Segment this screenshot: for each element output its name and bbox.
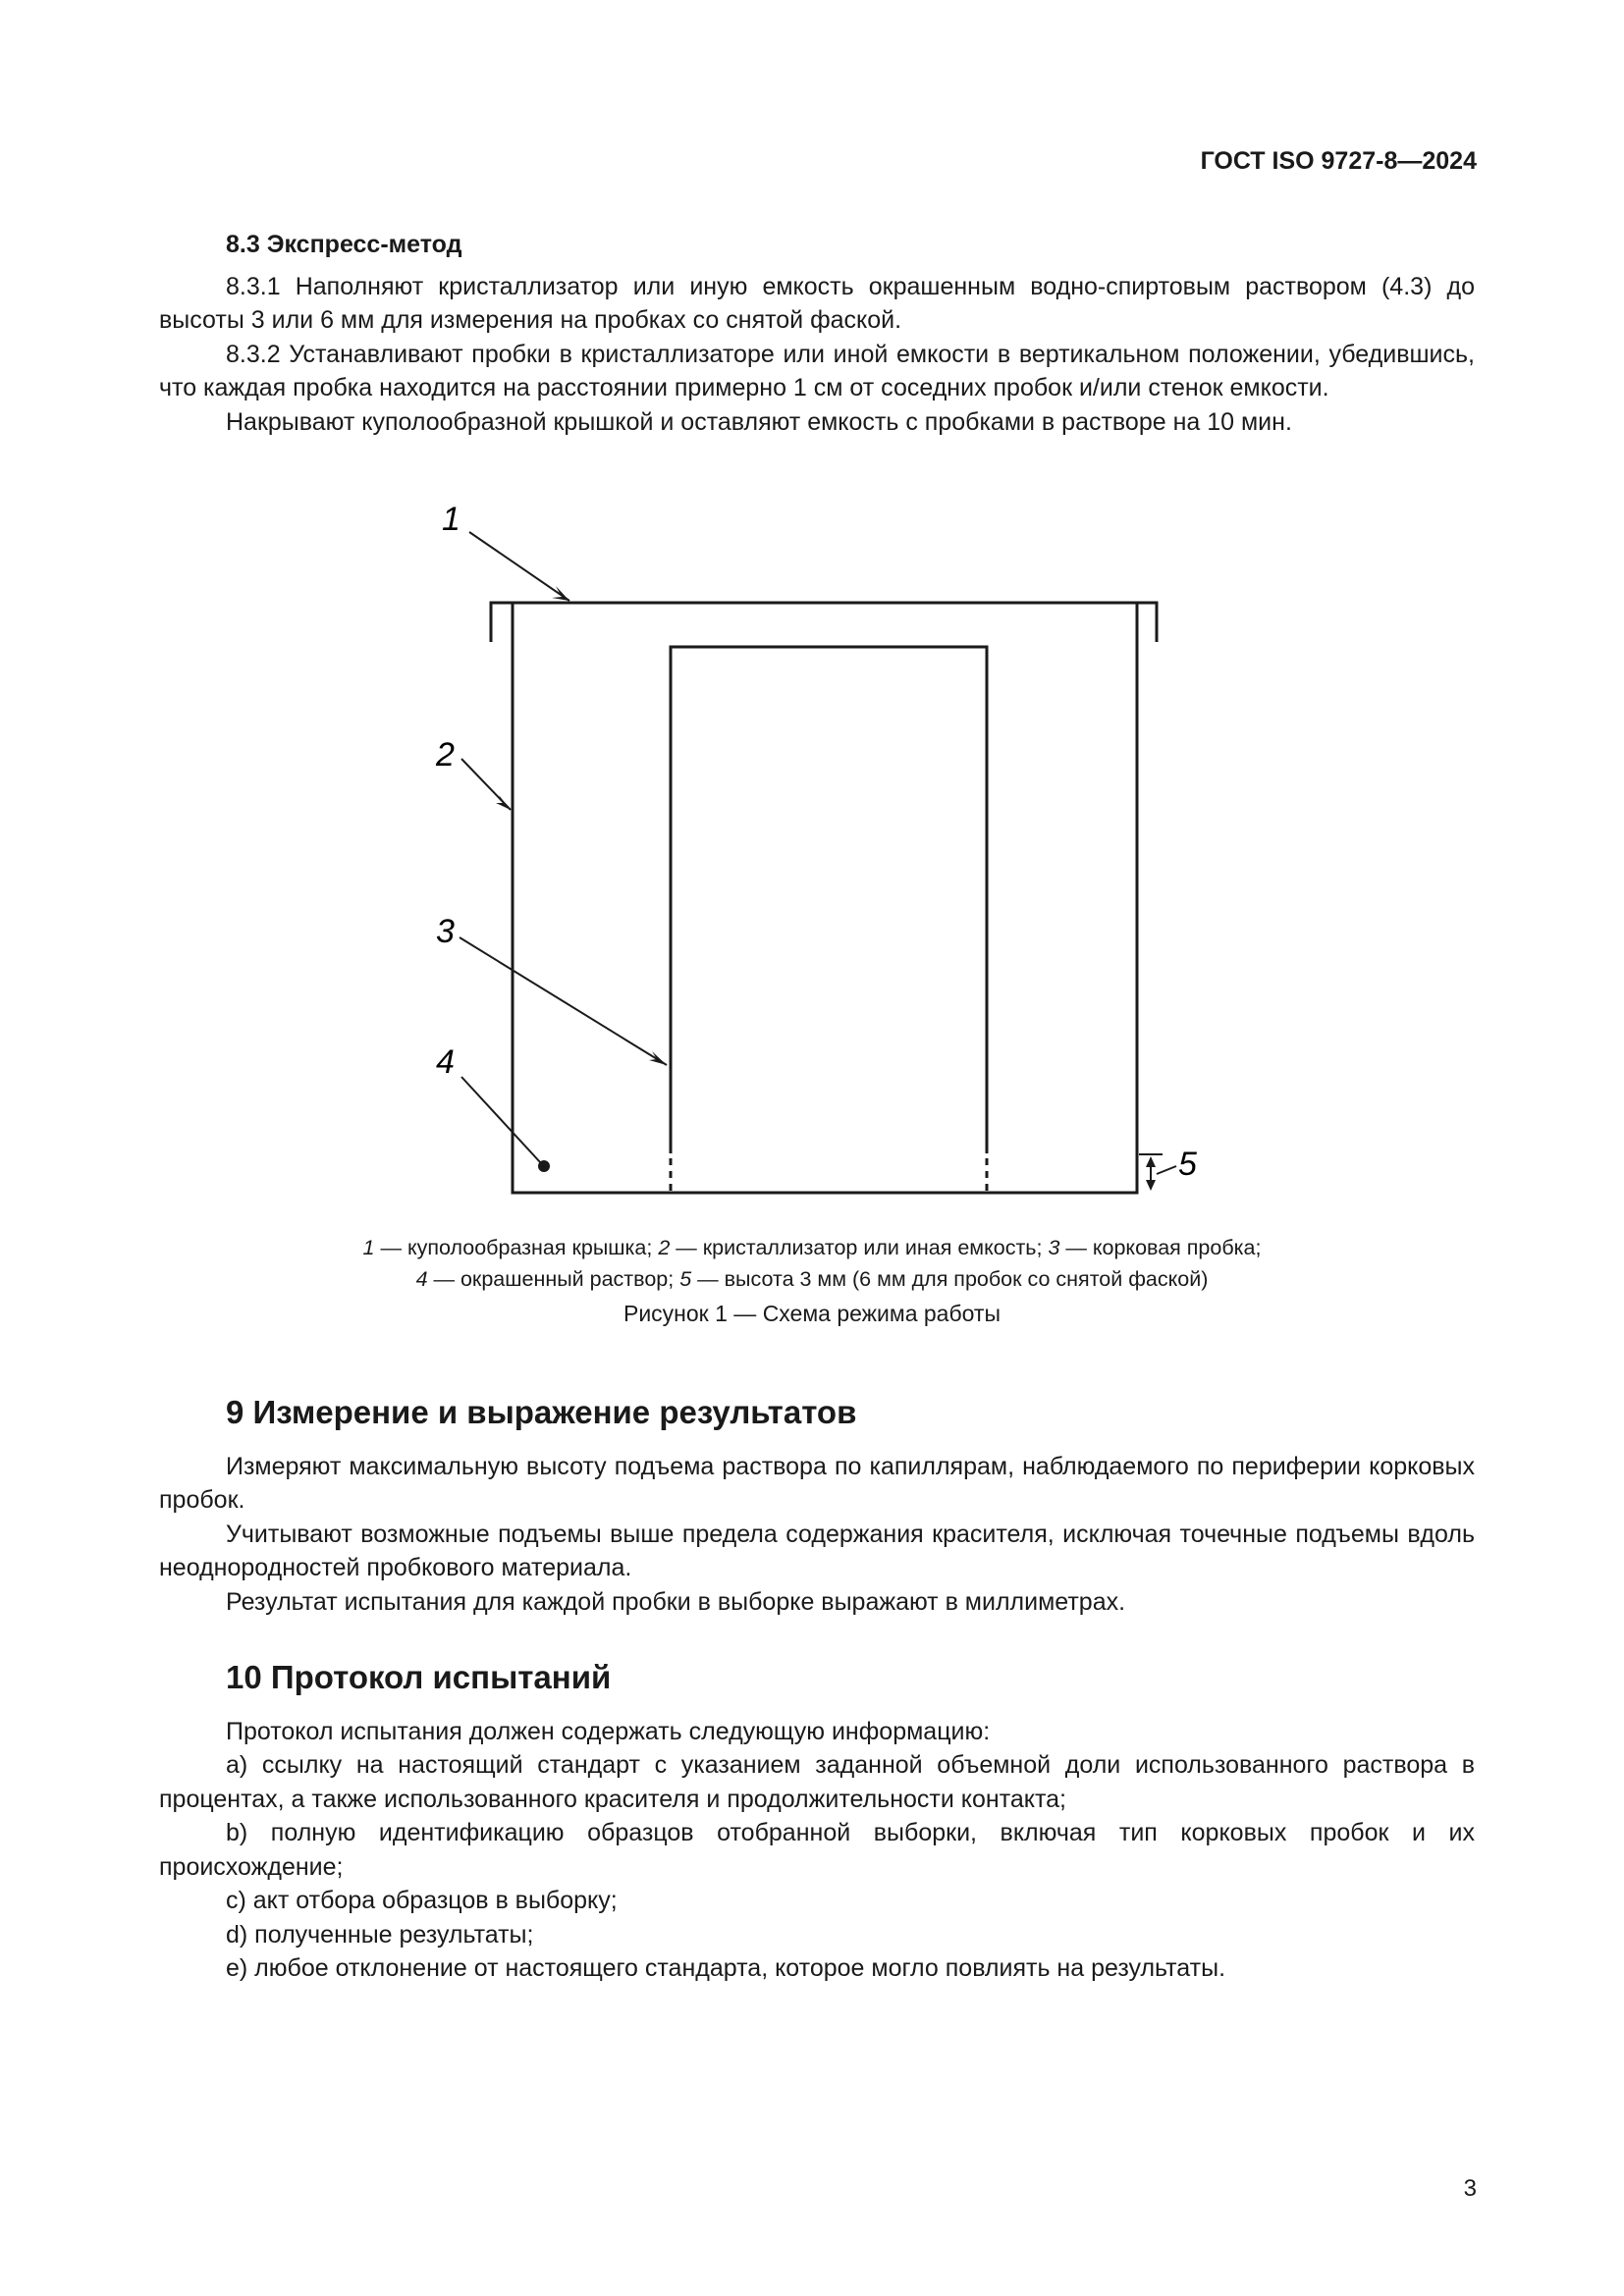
cork-stopper <box>671 647 987 1153</box>
section-8-3 <box>159 228 1475 439</box>
paragraph: Измеряют максимальную высоту подъема раствора по капиллярам, наблюдаемого по периферии корковых пробок. <box>159 1452 1475 1514</box>
crystallizer-container <box>513 603 1137 1193</box>
callout-2: 2 <box>436 736 455 774</box>
figure-legend <box>0 1232 1624 1295</box>
leader-5 <box>1157 1166 1176 1174</box>
leader-3 <box>460 937 667 1065</box>
list-item: b) полную идентификацию образцов отобранной выборки, включая тип корковых пробок и их происхождение; <box>159 1819 1475 1881</box>
callout-4: 4 <box>436 1043 455 1081</box>
paragraph: Протокол испытания должен содержать следующую информацию: <box>226 1717 991 1745</box>
arrowhead <box>1146 1180 1156 1191</box>
callout-5: 5 <box>1178 1146 1197 1183</box>
page-number: 3 <box>1463 2175 1477 2202</box>
figure-1 <box>0 491 1624 1237</box>
legend-line: 1 — куполообразная крышка; 2 — кристаллизатор или иная емкость; 3 — корковая пробка; <box>362 1236 1262 1259</box>
callout-3: 3 <box>436 913 455 950</box>
paragraph: 8.3.2 Устанавливают пробки в кристаллизаторе или иной емкости в вертикальном положении, убедившись, что каждая пробка находится на расстоянии примерно 1 см от соседних пробок и/или стенок емкости. <box>159 340 1475 401</box>
paragraph: Накрывают куполообразной крышкой и оставляют емкость с пробками в растворе на 10 мин. <box>226 407 1292 436</box>
leader-4 <box>461 1077 541 1163</box>
figure-title: Рисунок 1 — Схема режима работы <box>623 1301 1001 1326</box>
document-code: ГОСТ ISO 9727-8—2024 <box>1200 147 1477 175</box>
paragraph: Учитывают возможные подъемы выше предела содержания красителя, исключая точечные подъемы вдоль неоднородностей пробкового материала. <box>159 1520 1475 1581</box>
section-heading: 10 Протокол испытаний <box>226 1659 612 1695</box>
callout-1: 1 <box>442 501 460 538</box>
arrowhead <box>552 586 569 601</box>
arrowhead <box>1146 1156 1156 1167</box>
leader-1 <box>469 532 569 601</box>
solution-dot <box>538 1160 550 1172</box>
list-item: c) акт отбора образцов в выборку; <box>226 1887 618 1914</box>
list-item: a) ссылку на настоящий стандарт с указанием заданной объемной доли использованного раствора в процентах, а также использованного красителя и продолжительности контакта; <box>159 1751 1475 1813</box>
section-10 <box>159 1661 1475 1986</box>
list-item: e) любое отклонение от настоящего стандарта, которое могло повлиять на результаты. <box>226 1954 1226 1982</box>
legend-line: 4 — окрашенный раствор; 5 — высота 3 мм (6 мм для пробок со снятой фаской) <box>415 1267 1209 1291</box>
list-item: d) полученные результаты; <box>226 1920 534 1949</box>
paragraph: Результат испытания для каждой пробки в выборке выражают в миллиметрах. <box>226 1587 1126 1616</box>
section-heading: 8.3 Экспресс-метод <box>226 231 462 258</box>
paragraph: 8.3.1 Наполняют кристаллизатор или иную емкость окрашенным водно-спиртовым раствором (4.3) до высоты 3 или 6 мм для измерения на пробках со снятой фаской. <box>159 272 1475 334</box>
section-9 <box>159 1396 1475 1619</box>
schematic-diagram <box>0 491 1624 1237</box>
dome-lid <box>491 603 1157 642</box>
section-heading: 9 Измерение и выражение результатов <box>226 1394 857 1430</box>
arrowhead <box>649 1051 667 1065</box>
